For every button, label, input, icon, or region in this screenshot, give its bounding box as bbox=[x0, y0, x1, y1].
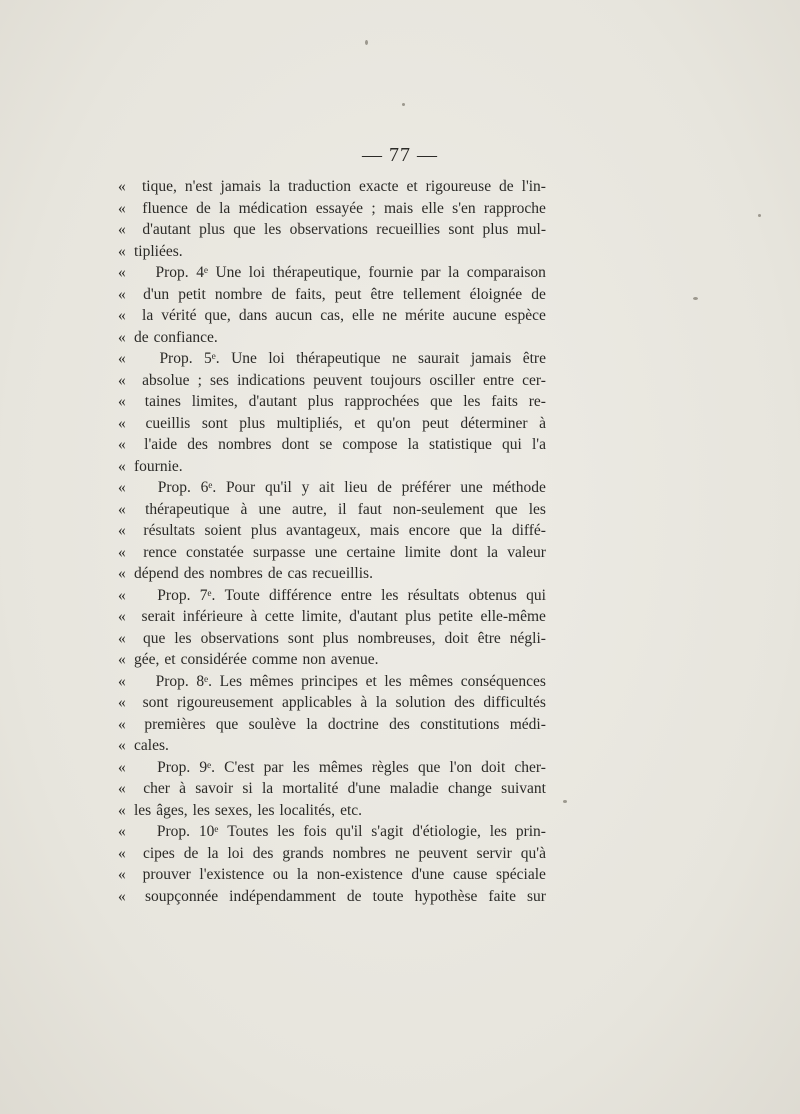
paper-speck bbox=[563, 800, 567, 803]
text-line: « cueillis sont plus multipliés, et qu'on peut déterminer à bbox=[118, 414, 546, 432]
text-line: « serait inférieure à cette limite, d'autant plus petite elle-même bbox=[118, 608, 546, 625]
text-line: « prouver l'existence ou la non-existence d'une cause spéciale bbox=[118, 866, 546, 883]
text-line: « taines limites, d'autant plus rapprochées que les faits re- bbox=[118, 393, 546, 410]
text-line: « les âges, les sexes, les localités, etc. bbox=[118, 801, 363, 819]
body-text bbox=[118, 178, 546, 909]
text-line: « cales. bbox=[118, 737, 169, 754]
text-line: « thérapeutique à une autre, il faut non-seulement que les bbox=[118, 500, 546, 518]
text-line: « cher à savoir si la mortalité d'une maladie change suivant bbox=[118, 780, 546, 797]
text-line: « rence constatée surpasse une certaine limite dont la valeur bbox=[118, 543, 546, 561]
paper-speck bbox=[402, 103, 405, 106]
text-line: « résultats soient plus avantageux, mais encore que la diffé- bbox=[118, 522, 546, 539]
text-line: « de confiance. bbox=[118, 328, 218, 346]
text-line: « Prop. 10ᵉ Toutes les fois qu'il s'agit d'étiologie, les prin- bbox=[118, 823, 546, 840]
text-line: « fluence de la médication essayée ; mais elle s'en rapproche bbox=[118, 199, 546, 217]
text-line: « Prop. 5ᵉ. Une loi thérapeutique ne saurait jamais être bbox=[118, 350, 546, 367]
text-line: « cipes de la loi des grands nombres ne peuvent servir qu'à bbox=[118, 844, 546, 862]
text-line: « sont rigoureusement applicables à la solution des difficultés bbox=[118, 694, 546, 711]
text-line: « fournie. bbox=[118, 457, 183, 475]
text-line: « la vérité que, dans aucun cas, elle ne mérite aucune espèce bbox=[118, 307, 546, 324]
text-line: « l'aide des nombres dont se compose la statistique qui l'a bbox=[118, 436, 546, 453]
page-number: — 77 — bbox=[362, 144, 438, 166]
text-line: « Prop. 4ᵉ Une loi thérapeutique, fournie par la comparaison bbox=[118, 264, 546, 281]
text-line: « Prop. 6ᵉ. Pour qu'il y ait lieu de préférer une méthode bbox=[118, 479, 546, 496]
text-line: « d'un petit nombre de faits, peut être tellement éloignée de bbox=[118, 285, 546, 303]
text-line: « gée, et considérée comme non avenue. bbox=[118, 651, 379, 668]
text-line: « soupçonnée indépendamment de toute hypothèse faite sur bbox=[118, 887, 546, 905]
paper-speck bbox=[758, 214, 761, 217]
text-line: « premières que soulève la doctrine des constitutions médi- bbox=[118, 715, 546, 733]
text-line: « d'autant plus que les observations recueillies sont plus mul- bbox=[118, 221, 546, 238]
paper-speck bbox=[693, 297, 698, 300]
text-line: « Prop. 7ᵉ. Toute différence entre les résultats obtenus qui bbox=[118, 586, 546, 604]
text-line: « Prop. 9ᵉ. C'est par les mêmes règles que l'on doit cher- bbox=[118, 758, 546, 776]
text-line: « que les observations sont plus nombreuses, doit être négli- bbox=[118, 629, 546, 647]
text-line: « dépend des nombres de cas recueillis. bbox=[118, 565, 373, 582]
text-line: « tipliées. bbox=[118, 242, 183, 260]
text-line: « Prop. 8ᵉ. Les mêmes principes et les mêmes conséquences bbox=[118, 672, 546, 690]
text-line: « absolue ; ses indications peuvent toujours osciller entre cer- bbox=[118, 371, 546, 389]
paper-speck bbox=[365, 40, 368, 45]
text-line: « tique, n'est jamais la traduction exacte et rigoureuse de l'in- bbox=[118, 178, 546, 195]
